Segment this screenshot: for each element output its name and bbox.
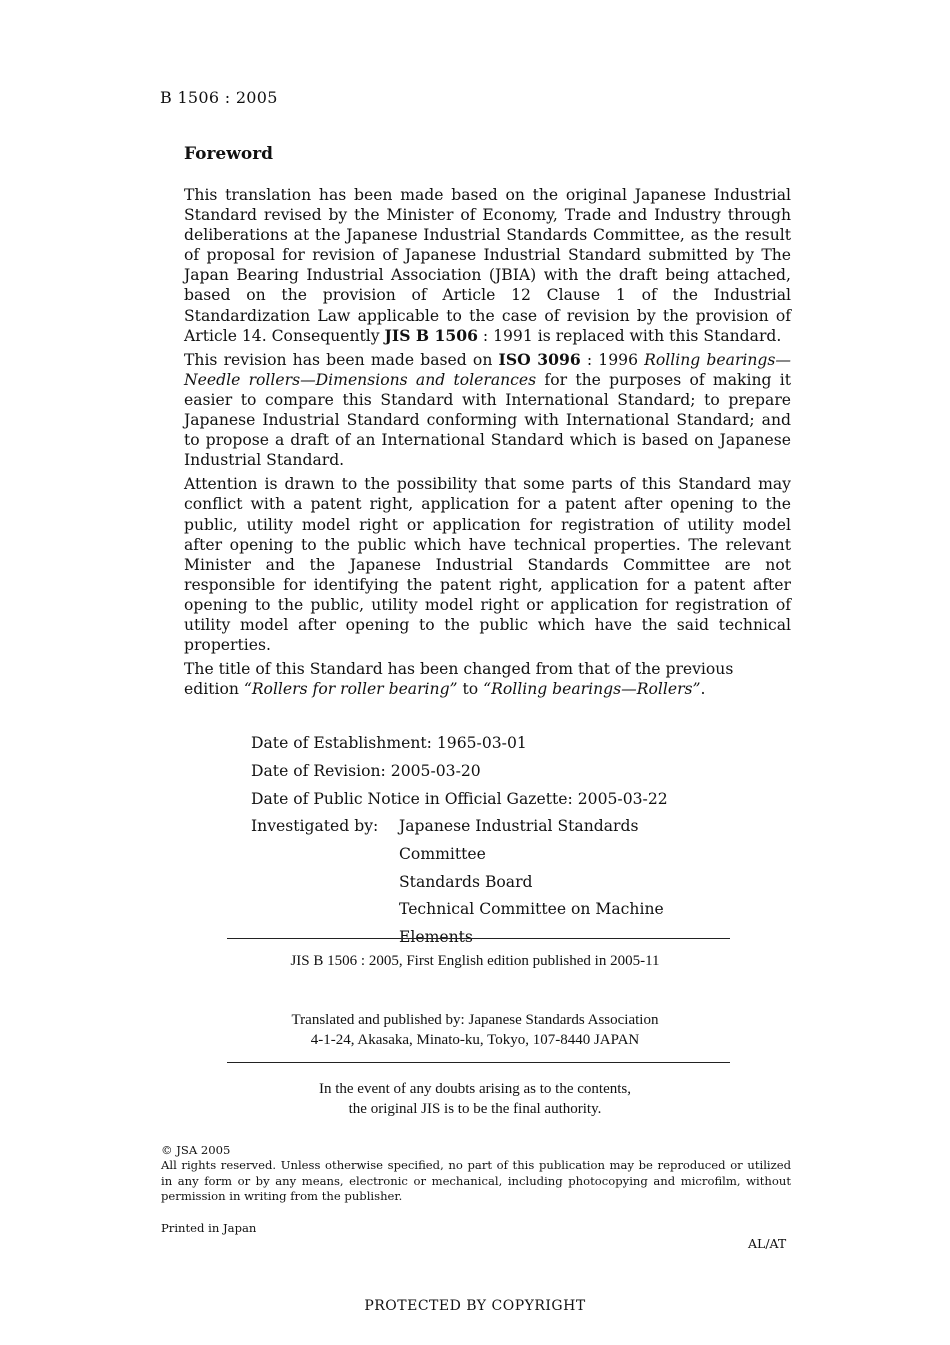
divider-top: [227, 938, 730, 939]
document-code-header: B 1506 : 2005: [160, 88, 278, 107]
authority-line-1: In the event of any doubts arising as to the contents,: [318, 1081, 631, 1097]
p2-tail: for the purposes of making it easier to compare this Standard with International Standard; to prepare Japanese Industrial Standard conforming with International Standard; and to propose a draft of an International Standard which is based on Japanese Industrial Standard.: [184, 370, 792, 470]
p4-new-title: “Rolling bearings—Rollers”: [483, 680, 701, 699]
revision-row: [251, 758, 668, 786]
authority-line-2: the original JIS is to be the final authority.: [348, 1100, 602, 1117]
notice-label: Date of Public Notice in Official Gazette:: [251, 789, 573, 808]
p2-year: : 1996: [580, 350, 645, 369]
notice-date: 2005-03-22: [577, 789, 668, 808]
p2-text: This revision has been made based on: [184, 350, 499, 369]
p4-old-title: “Rollers for roller bearing”: [243, 680, 458, 699]
investigated-item: Standards Board: [399, 872, 533, 891]
notice-row: [251, 786, 668, 814]
dates-block: [251, 730, 668, 947]
establishment-row: [251, 730, 668, 758]
investigated-item: Technical Committee on Machine Elements: [399, 900, 664, 947]
authority-note: [150, 1080, 800, 1119]
edition-note: JIS B 1506 : 2005, First English edition published in 2005-11: [290, 953, 660, 969]
revision-label: Date of Revision:: [251, 761, 386, 780]
paragraph-4: [184, 659, 791, 699]
printed-in: Printed in Japan: [161, 1221, 257, 1235]
revision-date: 2005-03-20: [390, 761, 481, 780]
publisher-address: 4-1-24, Akasaka, Minato-ku, Tokyo, 107-8440 JAPAN: [310, 1031, 640, 1048]
copyright-watermark: PROTECTED BY COPYRIGHT: [364, 1298, 586, 1314]
paragraph-1: [184, 185, 791, 346]
establishment-label: Date of Establishment:: [251, 734, 432, 752]
copyright-block: [161, 1143, 791, 1204]
publisher-info: [150, 1011, 800, 1050]
p1-text: This translation has been made based on the original Japanese Industrial Standard revised by the Minister of Economy, Trade and Industry through deliberations at the Japanese Industrial Standards Committee, as the result of proposal for revision of Japanese Industrial Standard submitted by The Japan Bearing Industrial Association (JBIA) with the draft being attached, based on the provision of Article 12 Clause 1 of the Industrial Standardization Law applicable to the case of revision by the provision of Article 14. Consequently: [184, 186, 791, 345]
investigated-list: [399, 813, 668, 952]
document-code: AL/AT: [748, 1236, 787, 1251]
foreword-body: [184, 185, 791, 703]
p4-end: .: [700, 680, 706, 699]
p2-iso-ref: ISO 3096: [498, 349, 581, 369]
p4-text: The title of this Standard has been changed from that of the previous edition: [184, 660, 734, 699]
paragraph-3: Attention is drawn to the possibility that some parts of this Standard may conflict with a patent right, application for a patent after opening to the public, utility model right or application for registration of utility model after opening to the public which have technical properties. The relevant Minister and the Japanese Industrial Standards Committee are not responsible for identifying the patent right, application for a patent after opening to the public, utility model right or application for registration of utility model after opening to the public which have the said technical properties.: [184, 475, 791, 655]
foreword-heading: Foreword: [184, 144, 274, 164]
investigated-item: Japanese Industrial Standards Committee: [399, 817, 639, 863]
p2-iso-title: Rolling bearings—Needle rollers—Dimensions and tolerances: [184, 350, 792, 389]
rights-text: All rights reserved. Unless otherwise specified, no part of this publication may be reproduced or utilized in any form or by any means, electronic or mechanical, including photocopying and microfilm, without permission in writing from the publisher.: [161, 1158, 791, 1203]
paragraph-2: [184, 350, 791, 471]
establishment-date: 1965-03-01: [436, 734, 527, 752]
investigated-label: Investigated by:: [251, 817, 379, 836]
p4-to: to: [457, 680, 484, 699]
copyright-line: © JSA 2005: [161, 1143, 231, 1157]
divider-bottom: [227, 1062, 730, 1063]
p1-tail: : 1991 is replaced with this Standard.: [477, 326, 782, 345]
p1-jis-ref: JIS B 1506: [384, 325, 478, 345]
publisher-line-1: Translated and published by: Japanese Standards Association: [291, 1012, 659, 1028]
